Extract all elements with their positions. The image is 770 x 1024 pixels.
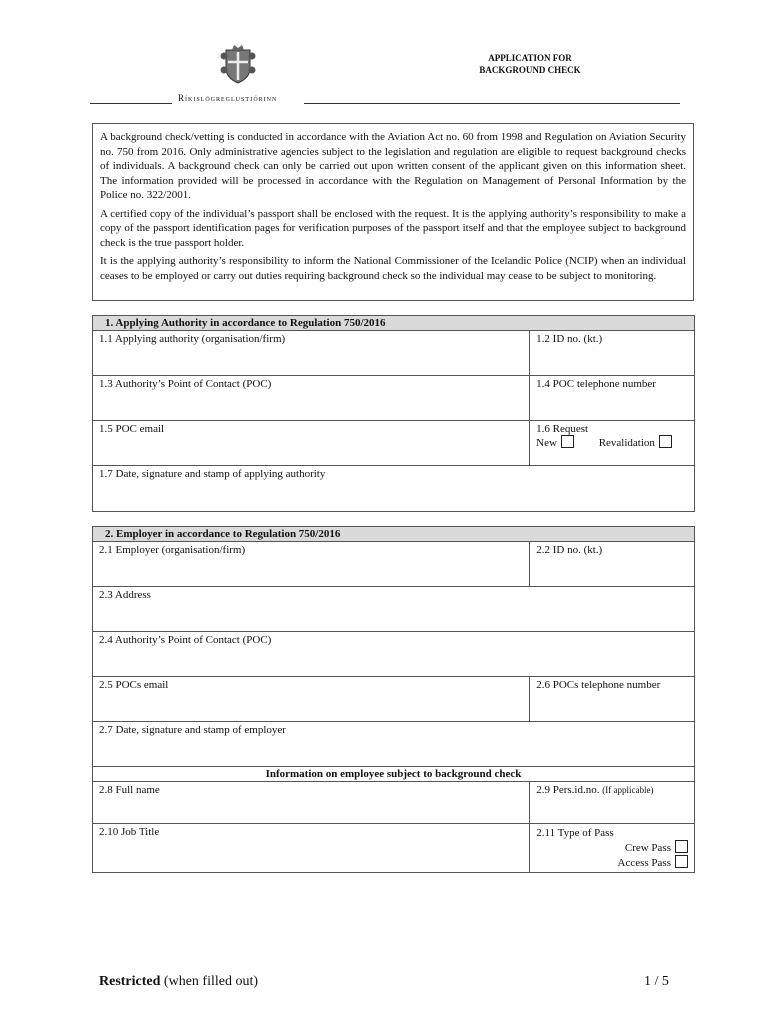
- field-label: 2.9 Pers.id.no.: [536, 784, 600, 796]
- field-label: 2.3 Address: [99, 589, 151, 601]
- field-label: 2.2 ID no. (kt.): [536, 544, 603, 556]
- field-id-no[interactable]: [530, 331, 695, 376]
- intro-paragraph: A certified copy of the individual’s passport shall be enclosed with the request. It is the applying authority’s responsibility to make a copy of the passport identification pages for verification purposes of the passport itself and that the employee subject to background check is the true passport holder.: [100, 207, 686, 249]
- restricted-label: Restricted: [99, 974, 161, 989]
- option-new-label: New: [536, 437, 557, 449]
- field-address[interactable]: [93, 587, 695, 632]
- field-label: 1.3 Authority’s Point of Contact (POC): [99, 378, 272, 390]
- field-label: 2.10 Job Title: [99, 826, 160, 838]
- divider: [304, 103, 680, 104]
- field-poc-email[interactable]: [93, 421, 530, 466]
- intro-box: [92, 123, 694, 301]
- field-label: 1.4 POC telephone number: [536, 378, 656, 390]
- section-1-header: 1. Applying Authority in accordance to Regulation 750/2016: [93, 316, 695, 331]
- option-access-pass-label: Access Pass: [617, 857, 671, 869]
- field-pers-id-no[interactable]: [530, 782, 695, 824]
- revalidation-checkbox[interactable]: [659, 435, 672, 448]
- new-checkbox[interactable]: [561, 435, 574, 448]
- restricted-notice: [99, 974, 258, 990]
- intro-paragraph: It is the applying authority’s responsibility to inform the National Commissioner of the Icelandic Police (NCIP) when an individual ceases to be employed or carry out duties requiring background check so the individual may cease to be subject to monitoring.: [100, 255, 686, 282]
- field-label: 2.7 Date, signature and stamp of employer: [99, 724, 286, 736]
- section-2-header: 2. Employer in accordance to Regulation 750/2016: [93, 527, 695, 542]
- field-note: (If applicable): [602, 785, 654, 795]
- form-title: [440, 52, 620, 76]
- title-line-1: APPLICATION FOR: [488, 53, 572, 63]
- restricted-note: (when filled out): [160, 974, 259, 989]
- field-job-title[interactable]: [93, 824, 530, 873]
- field-label: 1.5 POC email: [99, 423, 165, 435]
- field-pocs-telephone[interactable]: [530, 677, 695, 722]
- field-label: 1.2 ID no. (kt.): [536, 333, 603, 345]
- title-line-2: BACKGROUND CHECK: [479, 65, 581, 75]
- page-number: 1 / 5: [644, 974, 669, 989]
- field-employer-poc[interactable]: [93, 632, 695, 677]
- divider: [90, 103, 172, 104]
- access-pass-checkbox[interactable]: [675, 855, 688, 868]
- section-1-table: [92, 315, 695, 512]
- option-revalidation-label: Revalidation: [598, 437, 655, 449]
- field-label: 2.11 Type of Pass: [536, 827, 614, 839]
- field-label: 2.8 Full name: [99, 784, 160, 796]
- intro-paragraph: A background check/vetting is conducted in accordance with the Aviation Act no. 60 from 1998 and Regulation on Aviation Security no. 750 from 2016. Only administrative agencies subject to the legislation and regulation are eligible to request background checks of individuals. A background check can only be carried out upon written consent of the applicant given on this information sheet. The information provided will be processed in accordance with the Regulation on Management of Personal Information by the Police no. 322/2001.: [100, 131, 686, 201]
- field-label: 1.7 Date, signature and stamp of applying authority: [99, 468, 326, 480]
- field-authority-signature[interactable]: [93, 466, 695, 512]
- option-crew-pass-label: Crew Pass: [624, 842, 671, 854]
- field-pocs-email[interactable]: [93, 677, 530, 722]
- field-pass-type: [530, 824, 695, 873]
- crew-pass-checkbox[interactable]: [675, 840, 688, 853]
- field-poc[interactable]: [93, 376, 530, 421]
- field-label: 1.1 Applying authority (organisation/firm): [99, 333, 286, 345]
- field-label: 2.4 Authority’s Point of Contact (POC): [99, 634, 272, 646]
- field-employer-id-no[interactable]: [530, 542, 695, 587]
- field-full-name[interactable]: [93, 782, 530, 824]
- field-request-type: [530, 421, 695, 466]
- agency-name: Ríkislögreglustjórinn: [178, 93, 278, 103]
- coat-of-arms-icon: [220, 42, 256, 84]
- section-2-table: [92, 526, 695, 873]
- field-label: 2.1 Employer (organisation/firm): [99, 544, 246, 556]
- field-employer[interactable]: [93, 542, 530, 587]
- field-label: 2.5 POCs email: [99, 679, 169, 691]
- employee-section-header: Information on employee subject to background check: [93, 767, 695, 782]
- field-applying-authority[interactable]: [93, 331, 530, 376]
- field-poc-telephone[interactable]: [530, 376, 695, 421]
- field-employer-signature[interactable]: [93, 722, 695, 767]
- field-label: 1.6 Request: [536, 423, 589, 435]
- field-label: 2.6 POCs telephone number: [536, 679, 661, 691]
